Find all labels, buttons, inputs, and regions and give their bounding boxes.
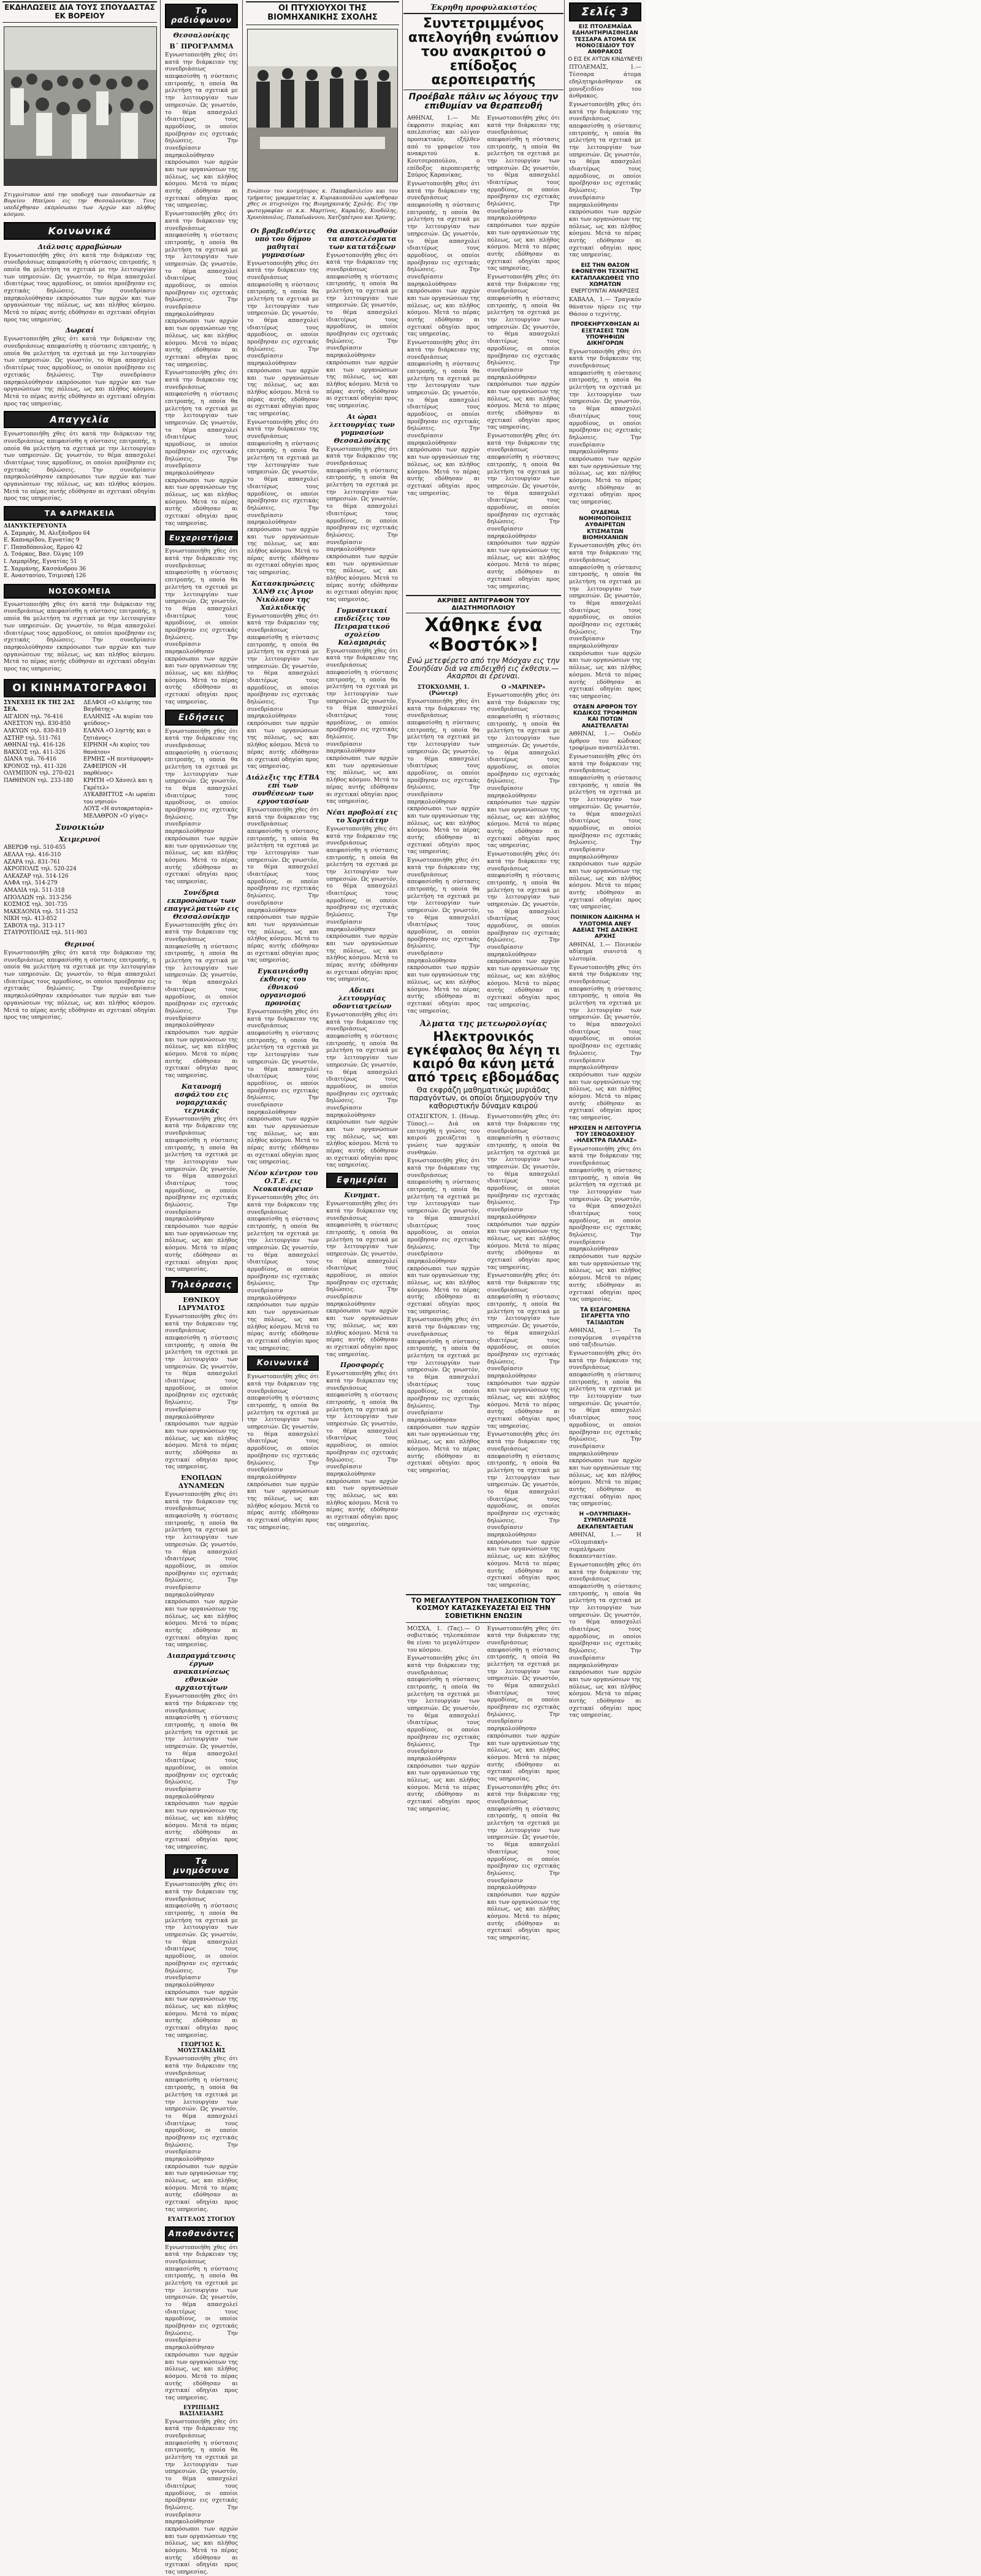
filler-text: Εγνωστοποιήθη χθες ότι κατά την διάρκειαν της συνεδριάσεως απεφασίσθη η σύστασις επιτροπής, η οποία θα μελετήση τα σχετικά με την λειτουργίαν των υπηρεσιών. Ως γνωστόν, το θέμα απασχολεί ιδιαιτέρως τους αρμοδίους, οι οποίοι προέβησαν εις σχετικάς δηλώσεις. Την συνεδρίασιν παρηκολούθησαν εκπρόσωποι των αρχών και των οργανώσεων της πόλεως, ως και πλήθος κόσμου. Μετά το πέρας αυτής εδόθησαν αι σχετικαί οδηγίαι προς τας υπηρεσίας.	[487, 273, 560, 431]
pharmacy-item: Ε. Καπναρίδου, Εγνατίας 9	[4, 537, 80, 544]
blank-margin	[646, 0, 981, 1422]
cinema-item: ΛΥΚΑΒΗΤΤΟΣ «Αι ωραίαι του νησιού»	[83, 792, 156, 805]
filler-text: Εγνωστοποιήθη χθες ότι κατά την διάρκειαν της συνεδριάσεως απεφασίσθη η σύστασις επιτροπής, η οποία θα μελετήση τα σχετικά με την λειτουργίαν των υπηρεσιών. Ως γνωστόν, το θέμα απασχολεί ιδιαιτέρως τους αρμοδίους, οι οποίοι προέβησαν εις σχετικάς δηλώσεις. Την συνεδρίασιν παρηκολούθησαν εκπρόσωποι των αρχών και των οργανώσεων της πόλεως, ως και πλήθος κόσμου. Μετά το πέρας αυτής εδόθησαν αι σχετικαί οδηγίαι προς τας υπηρεσίας.	[165, 2055, 238, 2213]
section-memorials: Τα μνημόσυνα	[165, 1854, 238, 1879]
headline-thasos: ΕΙΣ ΤΗΝ ΘΑΣΟΝ ΕΦΟΝΕΥΘΗ ΤΕΧΝΙΤΗΣ ΚΑΤΑΠΛΑΚΩΘΕΙΣ ΥΠΟ ΧΩΜΑΤΩΝ	[571, 263, 639, 288]
filler-text: Εγνωστοποιήθη χθες ότι κατά την διάρκειαν της συνεδριάσεως απεφασίσθη η σύστασις επιτροπής, η οποία θα μελετήση τα σχετικά με την λειτουργίαν των υπηρεσιών. Ως γνωστόν, το θέμα απασχολεί ιδιαιτέρως τους αρμοδίους, οι οποίοι προέβησαν εις σχετικάς δηλώσεις. Την συνεδρίασιν παρηκολούθησαν εκπρόσωποι των αρχών και των οργανώσεων της πόλεως, ως και πλήθος κόσμου. Μετά το πέρας αυτής εδόθησαν αι σχετικαί οδηγίαι προς τας υπηρεσίας.	[326, 1011, 398, 1169]
column-3	[243, 0, 402, 1531]
sub-camps: Κατασκηνώσεις ΧΑΝΘ εις Άγιον Νικόλαον της Χαλκιδικής	[251, 579, 315, 611]
filler-text: Εγνωστοποιήθη χθες ότι κατά την διάρκειαν της συνεδριάσεως απεφασίσθη η σύστασις επιτροπής, η οποία θα μελετήση τα σχετικά με την λειτουργίαν των υπηρεσιών. Ως γνωστόν, το θέμα απασχολεί ιδιαιτέρως τους αρμοδίους, οι οποίοι προέβησαν εις σχετικάς δηλώσεις. Την συνεδρίασιν παρηκολούθησαν εκπρόσωποι των αρχών και των οργανώσεων της πόλεως, ως και πλήθος κόσμου. Μετά το πέρας αυτής εδόθησαν αι σχετικαί οδηγίαι προς τας υπηρεσίας.	[326, 825, 398, 983]
filler-text: Εγνωστοποιήθη χθες ότι κατά την διάρκειαν της συνεδριάσεως απεφασίσθη η σύστασις επιτροπής, η οποία θα μελετήση τα σχετικά με την λειτουργίαν των υπηρεσιών. Ως γνωστόν, το θέμα απασχολεί ιδιαιτέρως τους αρμοδίους, οι οποίοι προέβησαν εις σχετικάς δηλώσεις. Την συνεδρίασιν παρηκολούθησαν εκπρόσωποι των αρχών και των οργανώσεων της πόλεως, ως και πλήθος κόσμου. Μετά το πέρας αυτής εδόθησαν αι σχετικαί οδηγίαι προς τας υπηρεσίας.	[165, 548, 238, 705]
sub-asphalt: Κατανομή ασφάλτου εις νομαρχιακάς τεχνικάς	[174, 1082, 229, 1114]
sub-screenings: Νέαι προβολαί εις το Χορτιάτην	[326, 808, 398, 824]
filler-text: Εγνωστοποιήθη χθες ότι κατά την διάρκειαν της συνεδριάσεως απεφασίσθη η σύστασις επιτροπής, η οποία θα μελετήση τα σχετικά με την λειτουργίαν των υπηρεσιών. Ως γνωστόν, το θέμα απασχολεί ιδιαιτέρως τους αρμοδίους, οι οποίοι προέβησαν εις σχετικάς δηλώσεις. Την συνεδρίασιν παρηκολούθησαν εκπρόσωποι των αρχών και των οργανώσεων της πόλεως, ως και πλήθος κόσμου. Μετά το πέρας αυτής εδόθησαν αι σχετικαί οδηγίαι προς τας υπηρεσίας.	[4, 600, 156, 672]
filler-text: Εγνωστοποιήθη χθες ότι κατά την διάρκειαν της συνεδριάσεως απεφασίσθη η σύστασις επιτροπής, η οποία θα μελετήση τα σχετικά με την λειτουργίαν των υπηρεσιών. Ως γνωστόν, το θέμα απασχολεί ιδιαιτέρως τους αρμοδίους, οι οποίοι προέβησαν εις σχετικάς δηλώσεις. Την συνεδρίασιν παρηκολούθησαν εκπρόσωποι των αρχών και των οργανώσεων της πόλεως, ως και πλήθος κόσμου. Μετά το πέρας αυτής εδόθησαν αι σχετικαί οδηγίαι προς τας υπηρεσίας.	[487, 692, 560, 849]
weather-kicker: Άλματα της μετεωρολογίας	[420, 1019, 547, 1029]
section-hospitals: ΝΟΣΟΚΟΜΕΙΑ	[4, 584, 156, 599]
mariner-label: Ο «ΜΑΡΙΝΕΡ»	[501, 684, 546, 691]
filler-text: Εγνωστοποιήθη χθες ότι κατά την διάρκειαν της συνεδριάσεως απεφασίσθη η σύστασις επιτροπής, η οποία θα μελετήση τα σχετικά με την λειτουργίαν των υπηρεσιών. Ως γνωστόν, το θέμα απασχολεί ιδιαιτέρως τους αρμοδίους, οι οποίοι προέβησαν εις σχετικάς δηλώσεις. Την συνεδρίασιν παρηκολούθησαν εκπρόσωποι των αρχών και των οργανώσεων της πόλεως, ως και πλήθος κόσμου. Μετά το πέρας αυτής εδόθησαν αι σχετικαί οδηγίαι προς τας υπηρεσίας.	[247, 1008, 319, 1166]
tv-national: ΕΘΝΙΚΟΥ ΙΔΡΥΜΑΤΟΣ	[178, 1295, 225, 1312]
filler-text: Εγνωστοποιήθη χθες ότι κατά την διάρκειαν της συνεδριάσεως απεφασίσθη η σύστασις επιτροπής, η οποία θα μελετήση τα σχετικά με την λειτουργίαν των υπηρεσιών. Ως γνωστόν, το θέμα απασχολεί ιδιαιτέρως τους αρμοδίους, οι οποίοι προέβησαν εις σχετικάς δηλώσεις. Την συνεδρίασιν παρηκολούθησαν εκπρόσωποι των αρχών και των οργανώσεων της πόλεως, ως και πλήθος κόσμου. Μετά το πέρας αυτής εδόθησαν αι σχετικαί οδηγίαι προς τας υπηρεσίας.	[165, 921, 238, 1079]
cinema-item: ΖΑΦΕΙΡΙΟΝ «Η παρθένος»	[83, 763, 127, 777]
headline-telescope: ΤΟ ΜΕΓΑΛΥΤΕΡΟΝ ΤΗΛΕΣΚΟΠΙΟΝ ΤΟΥ ΚΟΣΜΟΥ ΚΑΤΑΣΚΕΥΑΖΕΤΑΙ ΕΙΣ ΤΗΝ ΣΟΒΙΕΤΙΚΗΝ ΕΝΩΣΙΝ	[406, 1594, 561, 1623]
filler-text: Εγνωστοποιήθη χθες ότι κατά την διάρκειαν της συνεδριάσεως απεφασίσθη η σύστασις επιτροπής, η οποία θα μελετήση τα σχετικά με την λειτουργίαν των υπηρεσιών. Ως γνωστόν, το θέμα απασχολεί ιδιαιτέρως τους αρμοδίους, οι οποίοι προέβησαν εις σχετικάς δηλώσεις. Την συνεδρίασιν παρηκολούθησαν εκπρόσωποι των αρχών και των οργανώσεων της πόλεως, ως και πλήθος κόσμου. Μετά το πέρας αυτής εδόθησαν αι σχετικαί οδηγίαι προς τας υπηρεσίας.	[165, 2244, 238, 2401]
radio-city: Θεσσαλονίκης	[173, 31, 230, 39]
filler-text: Εγνωστοποιήθη χθες ότι κατά την διάρκειαν της συνεδριάσεως απεφασίσθη η σύστασις επιτροπής, η οποία θα μελετήση τα σχετικά με την λειτουργίαν των υπηρεσιών. Ως γνωστόν, το θέμα απασχολεί ιδιαιτέρως τους αρμοδίους, οι οποίοι προέβησαν εις σχετικάς δηλώσεις. Την συνεδρίασιν παρηκολούθησαν εκπρόσωποι των αρχών και των οργανώσεων της πόλεως, ως και πλήθος κόσμου. Μετά το πέρας αυτής εδόθησαν αι σχετικαί οδηγίαι προς τας υπηρεσίας.	[326, 647, 398, 805]
column-rule	[160, 0, 161, 1422]
memorial-name: ΕΥΑΓΓΕΛΟΣ ΣΤΟΓΙΟΥ	[167, 2216, 235, 2223]
section-society: Κοινωνικά	[247, 1355, 319, 1371]
sub-engagement: Διάλυσις αρραβώνων	[37, 242, 122, 251]
suburban-item: ΣΤΑΥΡΟΥΠΟΛΙΣ τηλ. 511-903	[4, 930, 87, 937]
filler-text: Εγνωστοποιήθη χθες ότι κατά την διάρκειαν της συνεδριάσεως απεφασίσθη η σύστασις επιτροπής, η οποία θα μελετήση τα σχετικά με την λειτουργίαν των υπηρεσιών. Ως γνωστόν, το θέμα απασχολεί ιδιαιτέρως τους αρμοδίους, οι οποίοι προέβησαν εις σχετικάς δηλώσεις. Την συνεδρίασιν παρηκολούθησαν εκπρόσωποι των αρχών και των οργανώσεων της πόλεως, ως και πλήθος κόσμου. Μετά το πέρας αυτής εδόθησαν αι σχετικαί οδηγίαι προς τας υπηρεσίας.	[4, 431, 156, 502]
suburban-item: ΑΚΡΟΠΟΛΙΣ τηλ. 520-224	[4, 866, 77, 873]
filler-text: Εγνωστοποιήθη χθες ότι κατά την διάρκειαν της συνεδριάσεως απεφασίσθη η σύστασις επιτροπής, η οποία θα μελετήση τα σχετικά με την λειτουργίαν των υπηρεσιών. Ως γνωστόν, το θέμα απασχολεί ιδιαιτέρως τους αρμοδίους, οι οποίοι προέβησαν εις σχετικάς δηλώσεις. Την συνεδρίασιν παρηκολούθησαν εκπρόσωποι των αρχών και των οργανώσεων της πόλεως, ως και πλήθος κόσμου. Μετά το πέρας αυτής εδόθησαν αι σχετικαί οδηγίαι προς τας υπηρεσίας.	[569, 1349, 642, 1508]
headline-lawyers: ΠΡΟΕΚΗΡΥΧΘΗΣΑΝ ΑΙ ΕΞΕΤΑΣΕΙΣ ΤΩΝ ΥΠΟΨΗΦΙΩΝ ΔΙΚΗΓΟΡΩΝ	[571, 321, 639, 347]
sub-restoration: Διαπραγμάτευσις έργων ανακαινίσεως εθνικών αρχαιοτήτων	[167, 1652, 236, 1692]
dateline-telescope: ΜΟΣΧΑ, 1. (Τας).— Ο σοβιετικός τηλεσκόπιον θα είναι το μεγαλύτερον του κόσμου.	[407, 1625, 480, 1654]
sub-gymnastics: Γυμναστικαί επιδείξεις του Πειραματικού σχολείου Καλαμαριάς	[334, 606, 390, 646]
memorial-name: ΓΕΩΡΓΙΟΣ Κ. ΜΟΥΣΤΑΚΙΔΗΣ	[177, 2042, 226, 2055]
cinema-item: ΚΡΗΤΗ «Ο Χάνσελ και η Γκρέτελ»	[83, 778, 153, 791]
suburban-item: ΑΜΑΛΙΑ τηλ. 511-318	[4, 887, 65, 894]
filler-text: Εγνωστοποιήθη χθες ότι κατά την διάρκειαν της συνεδριάσεως απεφασίσθη η σύστασις επιτροπής, η οποία θα μελετήση τα σχετικά με την λειτουργίαν των υπηρεσιών. Ως γνωστόν, το θέμα απασχολεί ιδιαιτέρως τους αρμοδίους, οι οποίοι προέβησαν εις σχετικάς δηλώσεις. Την συνεδρίασιν παρηκολούθησαν εκπρόσωποι των αρχών και των οργανώσεων της πόλεως, ως και πλήθος κόσμου. Μετά το πέρας αυτής εδόθησαν αι σχετικαί οδηγίαι προς τας υπηρεσίας.	[4, 949, 156, 1021]
filler-text: Εγνωστοποιήθη χθες ότι κατά την διάρκειαν της συνεδριάσεως απεφασίσθη η σύστασις επιτροπής, η οποία θα μελετήση τα σχετικά με την λειτουργίαν των υπηρεσιών. Ως γνωστόν, το θέμα απασχολεί ιδιαιτέρως τους αρμοδίους, οι οποίοι προέβησαν εις σχετικάς δηλώσεις. Την συνεδρίασιν παρηκολούθησαν εκπρόσωποι των αρχών και των οργανώσεων της πόλεως, ως και πλήθος κόσμου. Μετά το πέρας αυτής εδόθησαν αι σχετικαί οδηγίαι προς τας υπηρεσίας.	[165, 369, 238, 527]
headline-food-code: ΟΥΔΕΝ ΑΡΘΡΟΝ ΤΟΥ ΚΩΔΙΚΟΣ ΤΡΟΦΙΜΩΝ ΚΑΙ ΠΟΤΩΝ ΑΝΑΣΤΕΛΛΕΤΑΙ	[573, 703, 638, 729]
suburban-item: ΑΒΕΡΩΦ τηλ. 510-655	[4, 845, 66, 851]
filler-text: Εγνωστοποιήθη χθες ότι κατά την διάρκειαν της συνεδριάσεως απεφασίσθη η σύστασις επιτροπής, η οποία θα μελετήση τα σχετικά με την λειτουργίαν των υπηρεσιών. Ως γνωστόν, το θέμα απασχολεί ιδιαιτέρως τους αρμοδίους, οι οποίοι προέβησαν εις σχετικάς δηλώσεις. Την συνεδρίασιν παρηκολούθησαν εκπρόσωποι των αρχών και των οργανώσεων της πόλεως, ως και πλήθος κόσμου. Μετά το πέρας αυτής εδόθησαν αι σχετικαί οδηγίαι προς τας υπηρεσίας.	[407, 698, 480, 856]
filler-text: Εγνωστοποιήθη χθες ότι κατά την διάρκειαν της συνεδριάσεως απεφασίσθη η σύστασις επιτροπής, η οποία θα μελετήση τα σχετικά με την λειτουργίαν των υπηρεσιών. Ως γνωστόν, το θέμα απασχολεί ιδιαιτέρως τους αρμοδίους, οι οποίοι προέβησαν εις σχετικάς δηλώσεις. Την συνεδρίασιν παρηκολούθησαν εκπρόσωποι των αρχών και των οργανώσεων της πόλεως, ως και πλήθος κόσμου. Μετά το πέρας αυτής εδόθησαν αι σχετικαί οδηγίαι προς τας υπηρεσίας.	[407, 1316, 480, 1474]
crowd-photo	[4, 26, 157, 186]
filler-text: Εγνωστοποιήθη χθες ότι κατά την διάρκειαν της συνεδριάσεως απεφασίσθη η σύστασις επιτροπής, η οποία θα μελετήση τα σχετικά με την λειτουργίαν των υπηρεσιών. Ως γνωστόν, το θέμα απασχολεί ιδιαιτέρως τους αρμοδίους, οι οποίοι προέβησαν εις σχετικάς δηλώσεις. Την συνεδρίασιν παρηκολούθησαν εκπρόσωποι των αρχών και των οργανώσεων της πόλεως, ως και πλήθος κόσμου. Μετά το πέρας αυτής εδόθησαν αι σχετικαί οδηγίαι προς τας υπηρεσίας.	[487, 851, 560, 1008]
space-kicker: ΑΚΡΙΒΕΣ ΑΝΤΙΓΡΑΦΟΝ ΤΟΥ ΔΙΑΣΤΗΜΟΠΛΟΙΟΥ	[406, 595, 561, 613]
graduates-photo	[247, 29, 398, 182]
filler-text: Εγνωστοποιήθη χθες ότι κατά την διάρκειαν της συνεδριάσεως απεφασίσθη η σύστασις επιτροπής, η οποία θα μελετήση τα σχετικά με την λειτουργίαν των υπηρεσιών. Ως γνωστόν, το θέμα απασχολεί ιδιαιτέρως τους αρμοδίους, οι οποίοι προέβησαν εις σχετικάς δηλώσεις. Την συνεδρίασιν παρηκολούθησαν εκπρόσωποι των αρχών και των οργανώσεων της πόλεως, ως και πλήθος κόσμου. Μετά το πέρας αυτής εδόθησαν αι σχετικαί οδηγίαι προς τας υπηρεσίας.	[4, 335, 156, 407]
headline-logging: ΠΟΙΝΙΚΟΝ ΑΔΙΚΗΜΑ Η ΥΛΟΤΟΜΙΑ ΑΝΕΥ ΑΔΕΙΑΣ ΤΗΣ ΔΑΣΙΚΗΣ ΑΡΧΗΣ	[570, 914, 640, 940]
filler-text: Εγνωστοποιήθη χθες ότι κατά την διάρκειαν της συνεδριάσεως απεφασίσθη η σύστασις επιτροπής, η οποία θα μελετήση τα σχετικά με την λειτουργίαν των υπηρεσιών. Ως γνωστόν, το θέμα απασχολεί ιδιαιτέρως τους αρμοδίους, οι οποίοι προέβησαν εις σχετικάς δηλώσεις. Την συνεδρίασιν παρηκολούθησαν εκπρόσωποι των αρχών και των οργανώσεων της πόλεως, ως και πλήθος κόσμου. Μετά το πέρας αυτής εδόθησαν αι σχετικαί οδηγίαι προς τας υπηρεσίας.	[326, 445, 398, 604]
sub-winter: Χειμερινοί	[58, 835, 101, 844]
filler-text: Εγνωστοποιήθη χθες ότι κατά την διάρκειαν της συνεδριάσεως απεφασίσθη η σύστασις επιτροπής, η οποία θα μελετήση τα σχετικά με την λειτουργίαν των υπηρεσιών. Ως γνωστόν, το θέμα απασχολεί ιδιαιτέρως τους αρμοδίους, οι οποίοι προέβησαν εις σχετικάς δηλώσεις. Την συνεδρίασιν παρηκολούθησαν εκπρόσωποι των αρχών και των οργανώσεων της πόλεως, ως και πλήθος κόσμου. Μετά το πέρας αυτής εδόθησαν αι σχετικαί οδηγίαι προς τας υπηρεσίας.	[569, 1145, 642, 1303]
filler-text: Εγνωστοποιήθη χθες ότι κατά την διάρκειαν της συνεδριάσεως απεφασίσθη η σύστασις επιτροπής, η οποία θα μελετήση τα σχετικά με την λειτουργίαν των υπηρεσιών. Ως γνωστόν, το θέμα απασχολεί ιδιαιτέρως τους αρμοδίους, οι οποίοι προέβησαν εις σχετικάς δηλώσεις. Την συνεδρίασιν παρηκολούθησαν εκπρόσωποι των αρχών και των οργανώσεων της πόλεως, ως και πλήθος κόσμου. Μετά το πέρας αυτής εδόθησαν αι σχετικαί οδηγίαι προς τας υπηρεσίας.	[326, 1370, 398, 1528]
filler-text: Εγνωστοποιήθη χθες ότι κατά την διάρκειαν της συνεδριάσεως απεφασίσθη η σύστασις επιτροπής, η οποία θα μελετήση τα σχετικά με την λειτουργίαν των υπηρεσιών. Ως γνωστόν, το θέμα απασχολεί ιδιαιτέρως τους αρμοδίους, οι οποίοι προέβησαν εις σχετικάς δηλώσεις. Την συνεδρίασιν παρηκολούθησαν εκπρόσωποι των αρχών και των οργανώσεων της πόλεως, ως και πλήθος κόσμου. Μετά το πέρας αυτής εδόθησαν αι σχετικαί οδηγίαι προς τας υπηρεσίας.	[247, 806, 319, 964]
section-cinemas: ΟΙ ΚΙΝΗΜΑΤΟΓΡΑΦΟΙ	[4, 679, 156, 697]
dateline-weather: ΟΤΑΣΙΓΚΤΟΝ, 1. (Ηνωμ. Τύπος).— Διά να επιτευχθή η γνώσις του καιρού χρειάζεται η γνώσις των αρχικών συνθηκών.	[407, 1113, 480, 1156]
headline-hijacker: Συντετριμμένος απελογήθη ενώπιον του ανακριτού ο επίδοξος αεροπειρατής	[403, 13, 563, 90]
sub-results: Θα ανακοινωθούν τα αποτελέσματα των κατατάξεων	[326, 226, 398, 251]
filler-text: Εγνωστοποιήθη χθες ότι κατά την διάρκειαν της συνεδριάσεως απεφασίσθη η σύστασις επιτροπής, η οποία θα μελετήση τα σχετικά με την λειτουργίαν των υπηρεσιών. Ως γνωστόν, το θέμα απασχολεί ιδιαιτέρως τους αρμοδίους, οι οποίοι προέβησαν εις σχετικάς δηλώσεις. Την συνεδρίασιν παρηκολούθησαν εκπρόσωποι των αρχών και των οργανώσεων της πόλεως, ως και πλήθος κόσμου. Μετά το πέρας αυτής εδόθησαν αι σχετικαί οδηγίαι προς τας υπηρεσίας.	[407, 339, 480, 497]
filler-text: Εγνωστοποιήθη χθες ότι κατά την διάρκειαν της συνεδριάσεως απεφασίσθη η σύστασις επιτροπής, η οποία θα μελετήση τα σχετικά με την λειτουργίαν των υπηρεσιών. Ως γνωστόν, το θέμα απασχολεί ιδιαιτέρως τους αρμοδίους, οι οποίοι προέβησαν εις σχετικάς δηλώσεις. Την συνεδρίασιν παρηκολούθησαν εκπρόσωποι των αρχών και των οργανώσεων της πόλεως, ως και πλήθος κόσμου. Μετά το πέρας αυτής εδόθησαν αι σχετικαί οδηγίαι προς τας υπηρεσίας.	[165, 2418, 238, 2576]
filler-text: Εγνωστοποιήθη χθες ότι κατά την διάρκειαν της συνεδριάσεως απεφασίσθη η σύστασις επιτροπής, η οποία θα μελετήση τα σχετικά με την λειτουργίαν των υπηρεσιών. Ως γνωστόν, το θέμα απασχολεί ιδιαιτέρως τους αρμοδίους, οι οποίοι προέβησαν εις σχετικάς δηλώσεις. Την συνεδρίασιν παρηκολούθησαν εκπρόσωποι των αρχών και των οργανώσεων της πόλεως, ως και πλήθος κόσμου. Μετά το πέρας αυτής εδόθησαν αι σχετικαί οδηγίαι προς τας υπηρεσίας.	[165, 52, 238, 209]
subheadline-weather: Θα εκφράζη μαθηματικώς μυριάδας παραγόντων, οι οποίοι δημιουργούν την καθοριστικήν δύναμιν καιρού	[409, 1086, 558, 1110]
filler-text: Εγνωστοποιήθη χθες ότι κατά την διάρκειαν της συνεδριάσεως απεφασίσθη η σύστασις επιτροπής, η οποία θα μελετήση τα σχετικά με την λειτουργίαν των υπηρεσιών. Ως γνωστόν, το θέμα απασχολεί ιδιαιτέρως τους αρμοδίους, οι οποίοι προέβησαν εις σχετικάς δηλώσεις. Την συνεδρίασιν παρηκολούθησαν εκπρόσωποι των αρχών και των οργανώσεων της πόλεως, ως και πλήθος κόσμου. Μετά το πέρας αυτής εδόθησαν αι σχετικαί οδηγίαι προς τας υπηρεσίας.	[487, 1625, 560, 1782]
cinema-item: ΜΕΛΑΘΡΟΝ «Ο γίγας»	[83, 813, 148, 819]
headline-olympic: Η «ΟΛΥΜΠΙΑΚΗ» ΣΥΜΠΛΗΡΩΣΕ ΔΕΚΑΠΕΝΤΑΕΤΙΑΝ	[577, 1511, 633, 1530]
filler-text: Εγνωστοποιήθη χθες ότι κατά την διάρκειαν της συνεδριάσεως απεφασίσθη η σύστασις επιτροπής, η οποία θα μελετήση τα σχετικά με την λειτουργίαν των υπηρεσιών. Ως γνωστόν, το θέμα απασχολεί ιδιαιτέρως τους αρμοδίους, οι οποίοι προέβησαν εις σχετικάς δηλώσεις. Την συνεδρίασιν παρηκολούθησαν εκπρόσωποι των αρχών και των οργανώσεων της πόλεως, ως και πλήθος κόσμου. Μετά το πέρας αυτής εδόθησαν αι σχετικαί οδηγίαι προς τας υπηρεσίας.	[326, 251, 398, 409]
sub-awards: Οι βραβευθέντες υπό του δήμου μαθηταί γυμνασίων	[250, 226, 316, 259]
sub-poisoning: Ο ΕΙΣ ΕΚ ΑΥΤΩΝ ΚΙΝΔΥΝΕΥΕΙ	[568, 56, 643, 63]
filler-text: Εγνωστοποιήθη χθες ότι κατά την διάρκειαν της συνεδριάσεως απεφασίσθη η σύστασις επιτροπής, η οποία θα μελετήση τα σχετικά με την λειτουργίαν των υπηρεσιών. Ως γνωστόν, το θέμα απασχολεί ιδιαιτέρως τους αρμοδίους, οι οποίοι προέβησαν εις σχετικάς δηλώσεις. Την συνεδρίασιν παρηκολούθησαν εκπρόσωποι των αρχών και των οργανώσεων της πόλεως, ως και πλήθος κόσμου. Μετά το πέρας αυτής εδόθησαν αι σχετικαί οδηγίαι προς τας υπηρεσίας.	[247, 1373, 319, 1531]
column-5	[565, 0, 645, 1719]
suburban-item: ΑΛΚΑΖΑΡ τηλ. 514-126	[4, 873, 69, 880]
section-duty: Εφημερίαι	[326, 1173, 398, 1188]
cinema-item: ΕΛΛΗΝΙΣ «Αι κυρίαι του ψεύδους»	[83, 713, 153, 727]
filler-text: Εγνωστοποιήθη χθες ότι κατά την διάρκειαν της συνεδριάσεως απεφασίσθη η σύστασις επιτροπής, η οποία θα μελετήση τα σχετικά με την λειτουργίαν των υπηρεσιών. Ως γνωστόν, το θέμα απασχολεί ιδιαιτέρως τους αρμοδίους, οι οποίοι προέβησαν εις σχετικάς δηλώσεις. Την συνεδρίασιν παρηκολούθησαν εκπρόσωποι των αρχών και των οργανώσεων της πόλεως, ως και πλήθος κόσμου. Μετά το πέρας αυτής εδόθησαν αι σχετικαί οδηγίαι προς τας υπηρεσίας.	[407, 1157, 480, 1315]
filler-text: Εγνωστοποιήθη χθες ότι κατά την διάρκειαν της συνεδριάσεως απεφασίσθη η σύστασις επιτροπής, η οποία θα μελετήση τα σχετικά με την λειτουργίαν των υπηρεσιών. Ως γνωστόν, το θέμα απασχολεί ιδιαιτέρως τους αρμοδίους, οι οποίοι προέβησαν εις σχετικάς δηλώσεις. Την συνεδρίασιν παρηκολούθησαν εκπρόσωποι των αρχών και των οργανώσεων της πόλεως, ως και πλήθος κόσμου. Μετά το πέρας αυτής εδόθησαν αι σχετικαί οδηγίαι προς τας υπηρεσίας.	[569, 542, 642, 700]
sub-dentists: Αδειαι λειτουργίας οδοντιατρείων	[332, 986, 392, 1011]
suburban-item: ΑΖΑΡΑ τηλ. 831-761	[4, 859, 61, 865]
filler-text: Εγνωστοποιήθη χθες ότι κατά την διάρκειαν της συνεδριάσεως απεφασίσθη η σύστασις επιτροπής, η οποία θα μελετήση τα σχετικά με την λειτουργίαν των υπηρεσιών. Ως γνωστόν, το θέμα απασχολεί ιδιαιτέρως τους αρμοδίους, οι οποίοι προέβησαν εις σχετικάς δηλώσεις. Την συνεδρίασιν παρηκολούθησαν εκπρόσωποι των αρχών και των οργανώσεων της πόλεως, ως και πλήθος κόσμου. Μετά το πέρας αυτής εδόθησαν αι σχετικαί οδηγίαι προς τας υπηρεσίας.	[487, 432, 560, 590]
column-rule	[564, 0, 565, 1422]
filler-text: Εγνωστοποιήθη χθες ότι κατά την διάρκειαν της συνεδριάσεως απεφασίσθη η σύστασις επιτροπής, η οποία θα μελετήση τα σχετικά με την λειτουργίαν των υπηρεσιών. Ως γνωστόν, το θέμα απασχολεί ιδιαιτέρως τους αρμοδίους, οι οποίοι προέβησαν εις σχετικάς δηλώσεις. Την συνεδρίασιν παρηκολούθησαν εκπρόσωποι των αρχών και των οργανώσεων της πόλεως, ως και πλήθος κόσμου. Μετά το πέρας αυτής εδόθησαν αι σχετικαί οδηγίαι προς τας υπηρεσίας.	[165, 1881, 238, 2039]
sub-cinema: Κινηματ.	[344, 1191, 380, 1200]
filler-text: Εγνωστοποιήθη χθες ότι κατά την διάρκειαν της συνεδριάσεως απεφασίσθη η σύστασις επιτροπής, η οποία θα μελετήση τα σχετικά με την λειτουργίαν των υπηρεσιών. Ως γνωστόν, το θέμα απασχολεί ιδιαιτέρως τους αρμοδίους, οι οποίοι προέβησαν εις σχετικάς δηλώσεις. Την συνεδρίασιν παρηκολούθησαν εκπρόσωποι των αρχών και των οργανώσεων της πόλεως, ως και πλήθος κόσμου. Μετά το πέρας αυτής εδόθησαν αι σχετικαί οδηγίαι προς τας υπηρεσίας.	[487, 1431, 560, 1589]
photo-caption: Ενώπιον του κοσμήτορος κ. Παπαβασιλείου και του τμήματος γραμματείας κ. Κυριακοπούλου ωρκίσθησαν χθες οι πτυχιούχοι της Βιομηχανικής Σχολής. Εις την φωτογραφίαν οι κ.κ. Μαρτίνος, Καραλής, Κονδόλης, Χρυσόπουλος, Παπαϊωάννου, Χατζηπέτρου και Χρύσης.	[247, 188, 398, 221]
filler-text: Εγνωστοποιήθη χθες ότι κατά την διάρκειαν της συνεδριάσεως απεφασίσθη η σύστασις επιτροπής, η οποία θα μελετήση τα σχετικά με την λειτουργίαν των υπηρεσιών. Ως γνωστόν, το θέμα απασχολεί ιδιαιτέρως τους αρμοδίους, οι οποίοι προέβησαν εις σχετικάς δηλώσεις. Την συνεδρίασιν παρηκολούθησαν εκπρόσωποι των αρχών και των οργανώσεων της πόλεως, ως και πλήθος κόσμου. Μετά το πέρας αυτής εδόθησαν αι σχετικαί οδηγίαι προς τας υπηρεσίας.	[247, 418, 319, 577]
filler-text: Εγνωστοποιήθη χθες ότι κατά την διάρκειαν της συνεδριάσεως απεφασίσθη η σύστασις επιτροπής, η οποία θα μελετήση τα σχετικά με την λειτουργίαν των υπηρεσιών. Ως γνωστόν, το θέμα απασχολεί ιδιαιτέρως τους αρμοδίους, οι οποίοι προέβησαν εις σχετικάς δηλώσεις. Την συνεδρίασιν παρηκολούθησαν εκπρόσωποι των αρχών και των οργανώσεων της πόλεως, ως και πλήθος κόσμου. Μετά το πέρας αυτής εδόθησαν αι σχετικαί οδηγίαι προς τας υπηρεσίας.	[487, 1113, 560, 1271]
subheadline-hijacker: Προέβαλε πάλιν ως λόγους την επιθυμίαν να θεραπευθή	[408, 92, 559, 112]
tv-armed: ΕΝΟΠΛΩΝ ΔΥΝΑΜΕΩΝ	[178, 1474, 225, 1490]
cinema-item: ΑΝΕΣΤΟΝ τηλ. 830-850	[4, 721, 71, 727]
suburban-item: ΜΑΚΕΔΟΝΙΑ τηλ. 511-252	[4, 908, 78, 915]
filler-text: Εγνωστοποιήθη χθες ότι κατά την διάρκειαν της συνεδριάσεως απεφασίσθη η σύστασις επιτροπής, η οποία θα μελετήση τα σχετικά με την λειτουργίαν των υπηρεσιών. Ως γνωστόν, το θέμα απασχολεί ιδιαιτέρως τους αρμοδίους, οι οποίοι προέβησαν εις σχετικάς δηλώσεις. Την συνεδρίασιν παρηκολούθησαν εκπρόσωποι των αρχών και των οργανώσεων της πόλεως, ως και πλήθος κόσμου. Μετά το πέρας αυτής εδόθησαν αι σχετικαί οδηγίαι προς τας υπηρεσίας.	[487, 1784, 560, 1942]
headline-poisoning: ΕΙΣ ΠΤΟΛΕΜΑΪΔΑ ΕΔΗΛΗΤΗΡΙΑΣΘΗΣΑΝ ΤΕΣΣΑΡΑ ΑΤΟΜΑ ΕΚ ΜΟΝΟΞΕΙΔΙΟΥ ΤΟΥ ΑΝΘΡΑΚΟΣ	[572, 24, 638, 56]
pharmacy-item: Δ. Τσάρκος, Βασ. Όλγας 109	[4, 551, 84, 558]
filler-text: Εγνωστοποιήθη χθες ότι κατά την διάρκειαν της συνεδριάσεως απεφασίσθη η σύστασις επιτροπής, η οποία θα μελετήση τα σχετικά με την λειτουργίαν των υπηρεσιών. Ως γνωστόν, το θέμα απασχολεί ιδιαιτέρως τους αρμοδίους, οι οποίοι προέβησαν εις σχετικάς δηλώσεις. Την συνεδρίασιν παρηκολούθησαν εκπρόσωποι των αρχών και των οργανώσεων της πόλεως, ως και πλήθος κόσμου. Μετά το πέρας αυτής εδόθησαν αι σχετικαί οδηγίαι προς τας υπηρεσίας.	[407, 1655, 480, 1812]
page-number-badge: Σελίς 3	[569, 2, 641, 21]
filler-text: Εγνωστοποιήθη χθες ότι κατά την διάρκειαν της συνεδριάσεως απεφασίσθη η σύστασις επιτροπής, η οποία θα μελετήση τα σχετικά με την λειτουργίαν των υπηρεσιών. Ως γνωστόν, το θέμα απασχολεί ιδιαιτέρως τους αρμοδίους, οι οποίοι προέβησαν εις σχετικάς δηλώσεις. Την συνεδρίασιν παρηκολούθησαν εκπρόσωποι των αρχών και των οργανώσεων της πόλεως, ως και πλήθος κόσμου. Μετά το πέρας αυτής εδόθησαν αι σχετικαί οδηγίαι προς τας υπηρεσίας.	[569, 753, 642, 911]
cinema-item: ΕΙΡΗΝΗ «Αι κυρίες του θανάτου»	[83, 742, 150, 756]
dateline-food-code: ΑΘΗΝΑΙ, 1.— Ουδέν άρθρον του κώδικος τροφίμων αναστέλλεται.	[569, 730, 641, 752]
sub-lecture: Διάλεξις της ΕΤΒΑ επί των συνθέσεων των εργοστασίων	[246, 773, 320, 805]
cinema-item: ΔΕΛΦΟΙ «Ο κλέφτης του Βαγδάτης»	[83, 699, 152, 713]
radio-program: Β΄ ΠΡΟΓΡΑΜΜΑ	[169, 42, 234, 50]
filler-text: Εγνωστοποιήθη χθες ότι κατά την διάρκειαν της συνεδριάσεως απεφασίσθη η σύστασις επιτροπής, η οποία θα μελετήση τα σχετικά με την λειτουργίαν των υπηρεσιών. Ως γνωστόν, το θέμα απασχολεί ιδιαιτέρως τους αρμοδίους, οι οποίοι προέβησαν εις σχετικάς δηλώσεις. Την συνεδρίασιν παρηκολούθησαν εκπρόσωποι των αρχών και των οργανώσεων της πόλεως, ως και πλήθος κόσμου. Μετά το πέρας αυτής εδόθησαν αι σχετικαί οδηγίαι προς τας υπηρεσίας.	[487, 1272, 560, 1430]
section-thanks: Ευχαριστήρια	[165, 531, 238, 545]
filler-text: Εγνωστοποιήθη χθες ότι κατά την διάρκειαν της συνεδριάσεως απεφασίσθη η σύστασις επιτροπής, η οποία θα μελετήση τα σχετικά με την λειτουργίαν των υπηρεσιών. Ως γνωστόν, το θέμα απασχολεί ιδιαιτέρως τους αρμοδίους, οι οποίοι προέβησαν εις σχετικάς δηλώσεις. Την συνεδρίασιν παρηκολούθησαν εκπρόσωποι των αρχών και των οργανώσεων της πόλεως, ως και πλήθος κόσμου. Μετά το πέρας αυτής εδόθησαν αι σχετικαί οδηγίαι προς τας υπηρεσίας.	[165, 727, 238, 885]
sub-suburban: Συνοικιών	[55, 823, 104, 833]
sub-conference: Συνέδρια εκπροσώπων των επαγγελματιών εις Θεσσαλονίκην	[164, 888, 239, 921]
filler-text: Εγνωστοποιήθη χθες ότι κατά την διάρκειαν της συνεδριάσεως απεφασίσθη η σύστασις επιτροπής, η οποία θα μελετήση τα σχετικά με την λειτουργίαν των υπηρεσιών. Ως γνωστόν, το θέμα απασχολεί ιδιαιτέρως τους αρμοδίους, οι οποίοι προέβησαν εις σχετικάς δηλώσεις. Την συνεδρίασιν παρηκολούθησαν εκπρόσωποι των αρχών και των οργανώσεων της πόλεως, ως και πλήθος κόσμου. Μετά το πέρας αυτής εδόθησαν αι σχετικαί οδηγίαι προς τας υπηρεσίας.	[165, 1491, 238, 1649]
cinema-item: ΑΙΓΑΙΟΝ τηλ. 76-416	[4, 713, 63, 720]
filler-text: Εγνωστοποιήθη χθες ότι κατά την διάρκειαν της συνεδριάσεως απεφασίσθη η σύστασις επιτροπής, η οποία θα μελετήση τα σχετικά με την λειτουργίαν των υπηρεσιών. Ως γνωστόν, το θέμα απασχολεί ιδιαιτέρως τους αρμοδίους, οι οποίοι προέβησαν εις σχετικάς δηλώσεις. Την συνεδρίασιν παρηκολούθησαν εκπρόσωποι των αρχών και των οργανώσεων της πόλεως, ως και πλήθος κόσμου. Μετά το πέρας αυτής εδόθησαν αι σχετικαί οδηγίαι προς τας υπηρεσίας.	[569, 1561, 642, 1719]
headline-graduates: ΟΙ ΠΤΥΧΙΟΥΧΟΙ ΤΗΣ ΒΙΟΜΗΧΑΝΙΚΗΣ ΣΧΟΛΗΣ	[246, 1, 399, 25]
headline-buildings: ΟΥΔΕΜΙΑ ΝΟΜΙΜΟΠΟΙΗΣΙΣ ΑΥΘΑΙΡΕΤΩΝ ΚΤΙΣΜΑΤΩΝ ΒΙΟΜΗΧΑΝΙΩΝ	[579, 509, 632, 542]
section-radio: Το ραδιόφωνον	[165, 4, 238, 28]
filler-text: Εγνωστοποιήθη χθες ότι κατά την διάρκειαν της συνεδριάσεως απεφασίσθη η σύστασις επιτροπής, η οποία θα μελετήση τα σχετικά με την λειτουργίαν των υπηρεσιών. Ως γνωστόν, το θέμα απασχολεί ιδιαιτέρως τους αρμοδίους, οι οποίοι προέβησαν εις σχετικάς δηλώσεις. Την συνεδρίασιν παρηκολούθησαν εκπρόσωποι των αρχών και των οργανώσεων της πόλεως, ως και πλήθος κόσμου. Μετά το πέρας αυτής εδόθησαν αι σχετικαί οδηγίαι προς τας υπηρεσίας.	[569, 101, 642, 259]
sub-exhibition: Εγκαινιάσθη έκθεσις του έθνικού οργανισμού προνοίας	[258, 967, 308, 1008]
sub-ote: Νέον κέντρον του Ο.Τ.Ε. εις Νεοκαισάρειαν	[248, 1169, 318, 1194]
pharmacy-item: Γ. Παπαδόπουλος, Ερμού 42	[4, 544, 83, 551]
pharmacy-item: Ε. Αναστασίου, Τσιμισκή 126	[4, 573, 86, 580]
pharmacy-item: Α. Σαμαράς, Μ. Αλεξάνδρου 64	[4, 530, 90, 537]
photo-caption: Στιγμιότυπον από την υποδοχή των σπουδαστών εκ Βορείου Ηπείρου εις την Θεσσαλονίκην. Τους υπεδέχθησαν εκπρόσωποι των Αρχών και πλήθος κόσμου.	[4, 191, 156, 218]
cinema-item: ΑΘΗΝΑΙ τηλ. 416-126	[4, 742, 66, 749]
filler-text: Εγνωστοποιήθη χθες ότι κατά την διάρκειαν της συνεδριάσεως απεφασίσθη η σύστασις επιτροπής, η οποία θα μελετήση τα σχετικά με την λειτουργίαν των υπηρεσιών. Ως γνωστόν, το θέμα απασχολεί ιδιαιτέρως τους αρμοδίους, οι οποίοι προέβησαν εις σχετικάς δηλώσεις. Την συνεδρίασιν παρηκολούθησαν εκπρόσωποι των αρχών και των οργανώσεων της πόλεως, ως και πλήθος κόσμου. Μετά το πέρας αυτής εδόθησαν αι σχετικαί οδηγίαι προς τας υπηρεσίας.	[165, 1115, 238, 1273]
filler-text: Εγνωστοποιήθη χθες ότι κατά την διάρκειαν της συνεδριάσεως απεφασίσθη η σύστασις επιτροπής, η οποία θα μελετήση τα σχετικά με την λειτουργίαν των υπηρεσιών. Ως γνωστόν, το θέμα απασχολεί ιδιαιτέρως τους αρμοδίους, οι οποίοι προέβησαν εις σχετικάς δηλώσεις. Την συνεδρίασιν παρηκολούθησαν εκπρόσωποι των αρχών και των οργανώσεων της πόλεως, ως και πλήθος κόσμου. Μετά το πέρας αυτής εδόθησαν αι σχετικαί οδηγίαι προς τας υπηρεσίας.	[165, 1693, 238, 1850]
pharmacy-item: Ι. Λαμπρίδης, Εγνατίας 51	[4, 559, 77, 565]
headline-hotel: ΗΡΧΙΣΕΝ Η ΛΕΙΤΟΥΡΓΙΑ ΤΟΥ ΞΕΝΟΔΟΧΕΙΟΥ «ΗΛΕΚΤΡΑ ΠΑΛΛΑΣ»	[569, 1125, 641, 1144]
sub-schools: Αι ώραι λειτουργίας των γυμνασίων Θεσσαλονίκης	[329, 412, 395, 445]
cinema-item: ΛΟΥΞ «Η αυτοκρατορία»	[83, 806, 153, 813]
cinema-item: ΕΡΜΗΣ «Η πεντάμορφη»	[83, 756, 154, 763]
filler-text: Εγνωστοποιήθη χθες ότι κατά την διάρκειαν της συνεδριάσεως απεφασίσθη η σύστασις επιτροπής, η οποία θα μελετήση τα σχετικά με την λειτουργίαν των υπηρεσιών. Ως γνωστόν, το θέμα απασχολεί ιδιαιτέρως τους αρμοδίους, οι οποίοι προέβησαν εις σχετικάς δηλώσεις. Την συνεδρίασιν παρηκολούθησαν εκπρόσωποι των αρχών και των οργανώσεων της πόλεως, ως και πλήθος κόσμου. Μετά το πέρας αυτής εδόθησαν αι σχετικαί οδηγίαι προς τας υπηρεσίας.	[247, 1194, 319, 1352]
headline-vostok: Χάθηκε ένα «Βοστόκ»!	[424, 615, 543, 656]
dateline-cigarettes: ΑΘΗΝΑΙ, 1.— Τα εισαγόμενα σιγαρέττα υπό ταξιδιωτών.	[569, 1327, 641, 1349]
dateline-hijacker: ΑΘΗΝΑΙ, 1.— Με έκφρασιν πικρίας και απελπισίας και ολίγον προσεκτικόν, εξήλθεν από το γραφείον του ανακριτού κ. Κουτσεροπούλου, ο επίδοξος αεροπειρατής Σπύρος Καρανίκας.	[407, 114, 480, 179]
cinema-item: ΒΑΚΧΟΣ τηλ. 411-326	[4, 749, 66, 756]
dateline-logging: ΑΘΗΝΑΙ, 1.— Ποινικόν αδίκημα συνιστά η υλοτομία.	[569, 941, 641, 962]
filler-text: Εγνωστοποιήθη χθες ότι κατά την διάρκειαν της συνεδριάσεως απεφασίσθη η σύστασις επιτροπής, η οποία θα μελετήση τα σχετικά με την λειτουργίαν των υπηρεσιών. Ως γνωστόν, το θέμα απασχολεί ιδιαιτέρως τους αρμοδίους, οι οποίοι προέβησαν εις σχετικάς δηλώσεις. Την συνεδρίασιν παρηκολούθησαν εκπρόσωποι των αρχών και των οργανώσεων της πόλεως, ως και πλήθος κόσμου. Μετά το πέρας αυτής εδόθησαν αι σχετικαί οδηγίαι προς τας υπηρεσίας.	[569, 348, 642, 506]
filler-text: Εγνωστοποιήθη χθες ότι κατά την διάρκειαν της συνεδριάσεως απεφασίσθη η σύστασις επιτροπής, η οποία θα μελετήση τα σχετικά με την λειτουργίαν των υπηρεσιών. Ως γνωστόν, το θέμα απασχολεί ιδιαιτέρως τους αρμοδίους, οι οποίοι προέβησαν εις σχετικάς δηλώσεις. Την συνεδρίασιν παρηκολούθησαν εκπρόσωποι των αρχών και των οργανώσεων της πόλεως, ως και πλήθος κόσμου. Μετά το πέρας αυτής εδόθησαν αι σχετικαί οδηγίαι προς τας υπηρεσίας.	[569, 964, 642, 1122]
cinema-item: ΔΙΑΝΑ τηλ. 76-416	[4, 756, 57, 763]
cinema-item: ΑΣΤΗΡ τηλ. 511-761	[4, 735, 61, 742]
column-4	[403, 0, 563, 1942]
sub-offers: Προσφορές	[340, 1361, 384, 1370]
filler-text: Εγνωστοποιήθη χθες ότι κατά την διάρκειαν της συνεδριάσεως απεφασίσθη η σύστασις επιτροπής, η οποία θα μελετήση τα σχετικά με την λειτουργίαν των υπηρεσιών. Ως γνωστόν, το θέμα απασχολεί ιδιαιτέρως τους αρμοδίους, οι οποίοι προέβησαν εις σχετικάς δηλώσεις. Την συνεδρίασιν παρηκολούθησαν εκπρόσωποι των αρχών και των οργανώσεων της πόλεως, ως και πλήθος κόσμου. Μετά το πέρας αυτής εδόθησαν αι σχετικαί οδηγίαι προς τας υπηρεσίας.	[4, 251, 156, 323]
suburban-item: ΑΕΛΛΑ τηλ. 416-310	[4, 852, 61, 859]
column-rule	[242, 0, 243, 1422]
dateline-stockholm: ΣΤΟΚΧΟΛΜΗ, 1. (Ρώυτερ)	[417, 684, 470, 697]
sub-thasos: ΕΝΕΡΓΟΥΝΤΑΙ ΑΝΑΚΡΙΣΕΙΣ	[571, 288, 639, 295]
headline-weather: Ηλεκτρονικός εγκέφαλος θα λέγη τι καιρό θα κάνη μετά από τρεις εβδομάδας	[407, 1029, 560, 1085]
filler-text: Εγνωστοποιήθη χθες ότι κατά την διάρκειαν της συνεδριάσεως απεφασίσθη η σύστασις επιτροπής, η οποία θα μελετήση τα σχετικά με την λειτουργίαν των υπηρεσιών. Ως γνωστόν, το θέμα απασχολεί ιδιαιτέρως τους αρμοδίους, οι οποίοι προέβησαν εις σχετικάς δηλώσεις. Την συνεδρίασιν παρηκολούθησαν εκπρόσωποι των αρχών και των οργανώσεων της πόλεως, ως και πλήθος κόσμου. Μετά το πέρας αυτής εδόθησαν αι σχετικαί οδηγίαι προς τας υπηρεσίας.	[407, 857, 480, 1014]
filler-text: Εγνωστοποιήθη χθες ότι κατά την διάρκειαν της συνεδριάσεως απεφασίσθη η σύστασις επιτροπής, η οποία θα μελετήση τα σχετικά με την λειτουργίαν των υπηρεσιών. Ως γνωστόν, το θέμα απασχολεί ιδιαιτέρως τους αρμοδίους, οι οποίοι προέβησαν εις σχετικάς δηλώσεις. Την συνεδρίασιν παρηκολούθησαν εκπρόσωποι των αρχών και των οργανώσεων της πόλεως, ως και πλήθος κόσμου. Μετά το πέρας αυτής εδόθησαν αι σχετικαί οδηγίαι προς τας υπηρεσίας.	[487, 114, 560, 272]
section-social: Κοινωνικά	[4, 222, 156, 240]
section-deaths: Αποθανόντες	[165, 2226, 238, 2242]
cinema-item: ΟΛΥΜΠΙΟΝ τηλ. 270-021	[4, 770, 75, 777]
cinema-item: ΑΛΚΥΩΝ τηλ. 830-819	[4, 727, 66, 734]
section-recital: Απαγγελία	[4, 411, 156, 428]
cinema-item: ΕΛΑΝΑ «Ο ληστής και ο ζητιάνος»	[83, 727, 151, 742]
subheadline-vostok: Ενώ μετεφέρετο από την Μόσχαν εις την Σουηδίαν διά να επιδειχθή εις έκθεσιν.— Ακαρποι αι έρευναι.	[407, 656, 560, 681]
filler-text: Εγνωστοποιήθη χθες ότι κατά την διάρκειαν της συνεδριάσεως απεφασίσθη η σύστασις επιτροπής, η οποία θα μελετήση τα σχετικά με την λειτουργίαν των υπηρεσιών. Ως γνωστόν, το θέμα απασχολεί ιδιαιτέρως τους αρμοδίους, οι οποίοι προέβησαν εις σχετικάς δηλώσεις. Την συνεδρίασιν παρηκολούθησαν εκπρόσωποι των αρχών και των οργανώσεων της πόλεως, ως και πλήθος κόσμου. Μετά το πέρας αυτής εδόθησαν αι σχετικαί οδηγίαι προς τας υπηρεσίας.	[165, 210, 238, 368]
suburban-item: ΚΟΣΜΟΣ τηλ. 301-735	[4, 902, 68, 908]
filler-text: Εγνωστοποιήθη χθες ότι κατά την διάρκειαν της συνεδριάσεως απεφασίσθη η σύστασις επιτροπής, η οποία θα μελετήση τα σχετικά με την λειτουργίαν των υπηρεσιών. Ως γνωστόν, το θέμα απασχολεί ιδιαιτέρως τους αρμοδίους, οι οποίοι προέβησαν εις σχετικάς δηλώσεις. Την συνεδρίασιν παρηκολούθησαν εκπρόσωποι των αρχών και των οργανώσεων της πόλεως, ως και πλήθος κόσμου. Μετά το πέρας αυτής εδόθησαν αι σχετικαί οδηγίαι προς τας υπηρεσίας.	[165, 1313, 238, 1471]
sub-donations: Δωρεαί	[65, 326, 94, 335]
cinema-item: ΠΑΘΗΝΟΝ τηλ. 233-180	[4, 778, 74, 784]
filler-text: Εγνωστοποιήθη χθες ότι κατά την διάρκειαν της συνεδριάσεως απεφασίσθη η σύστασις επιτροπής, η οποία θα μελετήση τα σχετικά με την λειτουργίαν των υπηρεσιών. Ως γνωστόν, το θέμα απασχολεί ιδιαιτέρως τους αρμοδίους, οι οποίοι προέβησαν εις σχετικάς δηλώσεις. Την συνεδρίασιν παρηκολούθησαν εκπρόσωποι των αρχών και των οργανώσεων της πόλεως, ως και πλήθος κόσμου. Μετά το πέρας αυτής εδόθησαν αι σχετικαί οδηγίαι προς τας υπηρεσίας.	[247, 259, 319, 417]
headline-cigarettes: ΤΑ ΕΙΣΑΓΟΜΕΝΑ ΣΙΓΑΡΕΤΤΑ ΥΠΟ ΤΑΞΙΔΙΩΤΩΝ	[580, 1306, 630, 1326]
cinema-item: ΚΡΟΝΟΣ τηλ. 411-326	[4, 763, 67, 770]
filler-text: Εγνωστοποιήθη χθες ότι κατά την διάρκειαν της συνεδριάσεως απεφασίσθη η σύστασις επιτροπής, η οποία θα μελετήση τα σχετικά με την λειτουργίαν των υπηρεσιών. Ως γνωστόν, το θέμα απασχολεί ιδιαιτέρως τους αρμοδίους, οι οποίοι προέβησαν εις σχετικάς δηλώσεις. Την συνεδρίασιν παρηκολούθησαν εκπρόσωποι των αρχών και των οργανώσεων της πόλεως, ως και πλήθος κόσμου. Μετά το πέρας αυτής εδόθησαν αι σχετικαί οδηγίαι προς τας υπηρεσίας.	[407, 180, 480, 338]
section-tv: Τηλεόρασις	[165, 1277, 238, 1293]
filler-text: Εγνωστοποιήθη χθες ότι κατά την διάρκειαν της συνεδριάσεως απεφασίσθη η σύστασις επιτροπής, η οποία θα μελετήση τα σχετικά με την λειτουργίαν των υπηρεσιών. Ως γνωστόν, το θέμα απασχολεί ιδιαιτέρως τους αρμοδίους, οι οποίοι προέβησαν εις σχετικάς δηλώσεις. Την συνεδρίασιν παρηκολούθησαν εκπρόσωποι των αρχών και των οργανώσεων της πόλεως, ως και πλήθος κόσμου. Μετά το πέρας αυτής εδόθησαν αι σχετικαί οδηγίαι προς τας υπηρεσίας.	[326, 1200, 398, 1358]
column-rule	[402, 0, 403, 1422]
dateline-poisoning: ΠΤΟΛΕΜΑΪΣ, 1.— Τέσσαρα άτομα εδηλητηριάσθησαν εκ μονοξειδίου του άνθρακος.	[569, 64, 641, 100]
memorial-name: ΕΥΡΙΠΙΔΗΣ ΒΑΣΙΛΕΙΑΔΗΣ	[179, 2404, 224, 2417]
suburban-item: ΑΛΦΑ τηλ. 514-279	[4, 880, 58, 887]
filler-text: Εγνωστοποιήθη χθες ότι κατά την διάρκειαν της συνεδριάσεως απεφασίσθη η σύστασις επιτροπής, η οποία θα μελετήση τα σχετικά με την λειτουργίαν των υπηρεσιών. Ως γνωστόν, το θέμα απασχολεί ιδιαιτέρως τους αρμοδίους, οι οποίοι προέβησαν εις σχετικάς δηλώσεις. Την συνεδρίασιν παρηκολούθησαν εκπρόσωποι των αρχών και των οργανώσεων της πόλεως, ως και πλήθος κόσμου. Μετά το πέρας αυτής εδόθησαν αι σχετικαί οδηγίαι προς τας υπηρεσίας.	[247, 612, 319, 770]
column-1	[0, 0, 159, 1422]
pharmacy-item: Σ. Χαρμάνης, Κασσάνδρου 36	[4, 565, 86, 572]
suburban-item: ΣΑΒΟΥΑ τηλ. 313-117	[4, 922, 65, 929]
headline-students: ΕΚΔΗΛΩΣΕΙΣ ΔΙΑ ΤΟΥΣ ΣΠΟΥΔΑΣΤΑΣ ΕΚ ΒΟΡΕΙΟΥ	[2, 1, 157, 23]
sub-summer: Θερινοί	[64, 940, 95, 948]
pharmacies-title: ΔΙΑΝΥΚΤΕΡΕΥΟΝΤΑ	[4, 523, 67, 530]
suburban-item: ΝΙΚΗ τηλ. 413-852	[4, 916, 57, 922]
cinemas-subtitle: ΣΥΝΕΧΕΙΣ ΕΚ ΤΗΣ 2ΑΣ ΣΕΑ.	[4, 699, 75, 713]
column-2	[161, 0, 242, 2576]
dateline-olympic: ΑΘΗΝΑΙ, 1.— Η «Ολυμπιακή» συμπλήρωσε δεκαπενταετίαν.	[569, 1531, 641, 1560]
dateline-thasos: ΚΑΒΑΛΑ, 1.— Τραγικόν θάνατον ηύρεν εις την Θάσον ο τεχνίτης.	[569, 296, 641, 318]
suburban-item: ΑΠΟΛΛΩΝ τηλ. 313-256	[4, 894, 72, 901]
hijacker-kicker: Έκρηθη προφυλακιστέος	[430, 3, 537, 12]
section-news: Ειδήσεις	[165, 710, 238, 726]
section-pharmacies: ΤΑ ΦΑΡΜΑΚΕΙΑ	[4, 506, 156, 521]
